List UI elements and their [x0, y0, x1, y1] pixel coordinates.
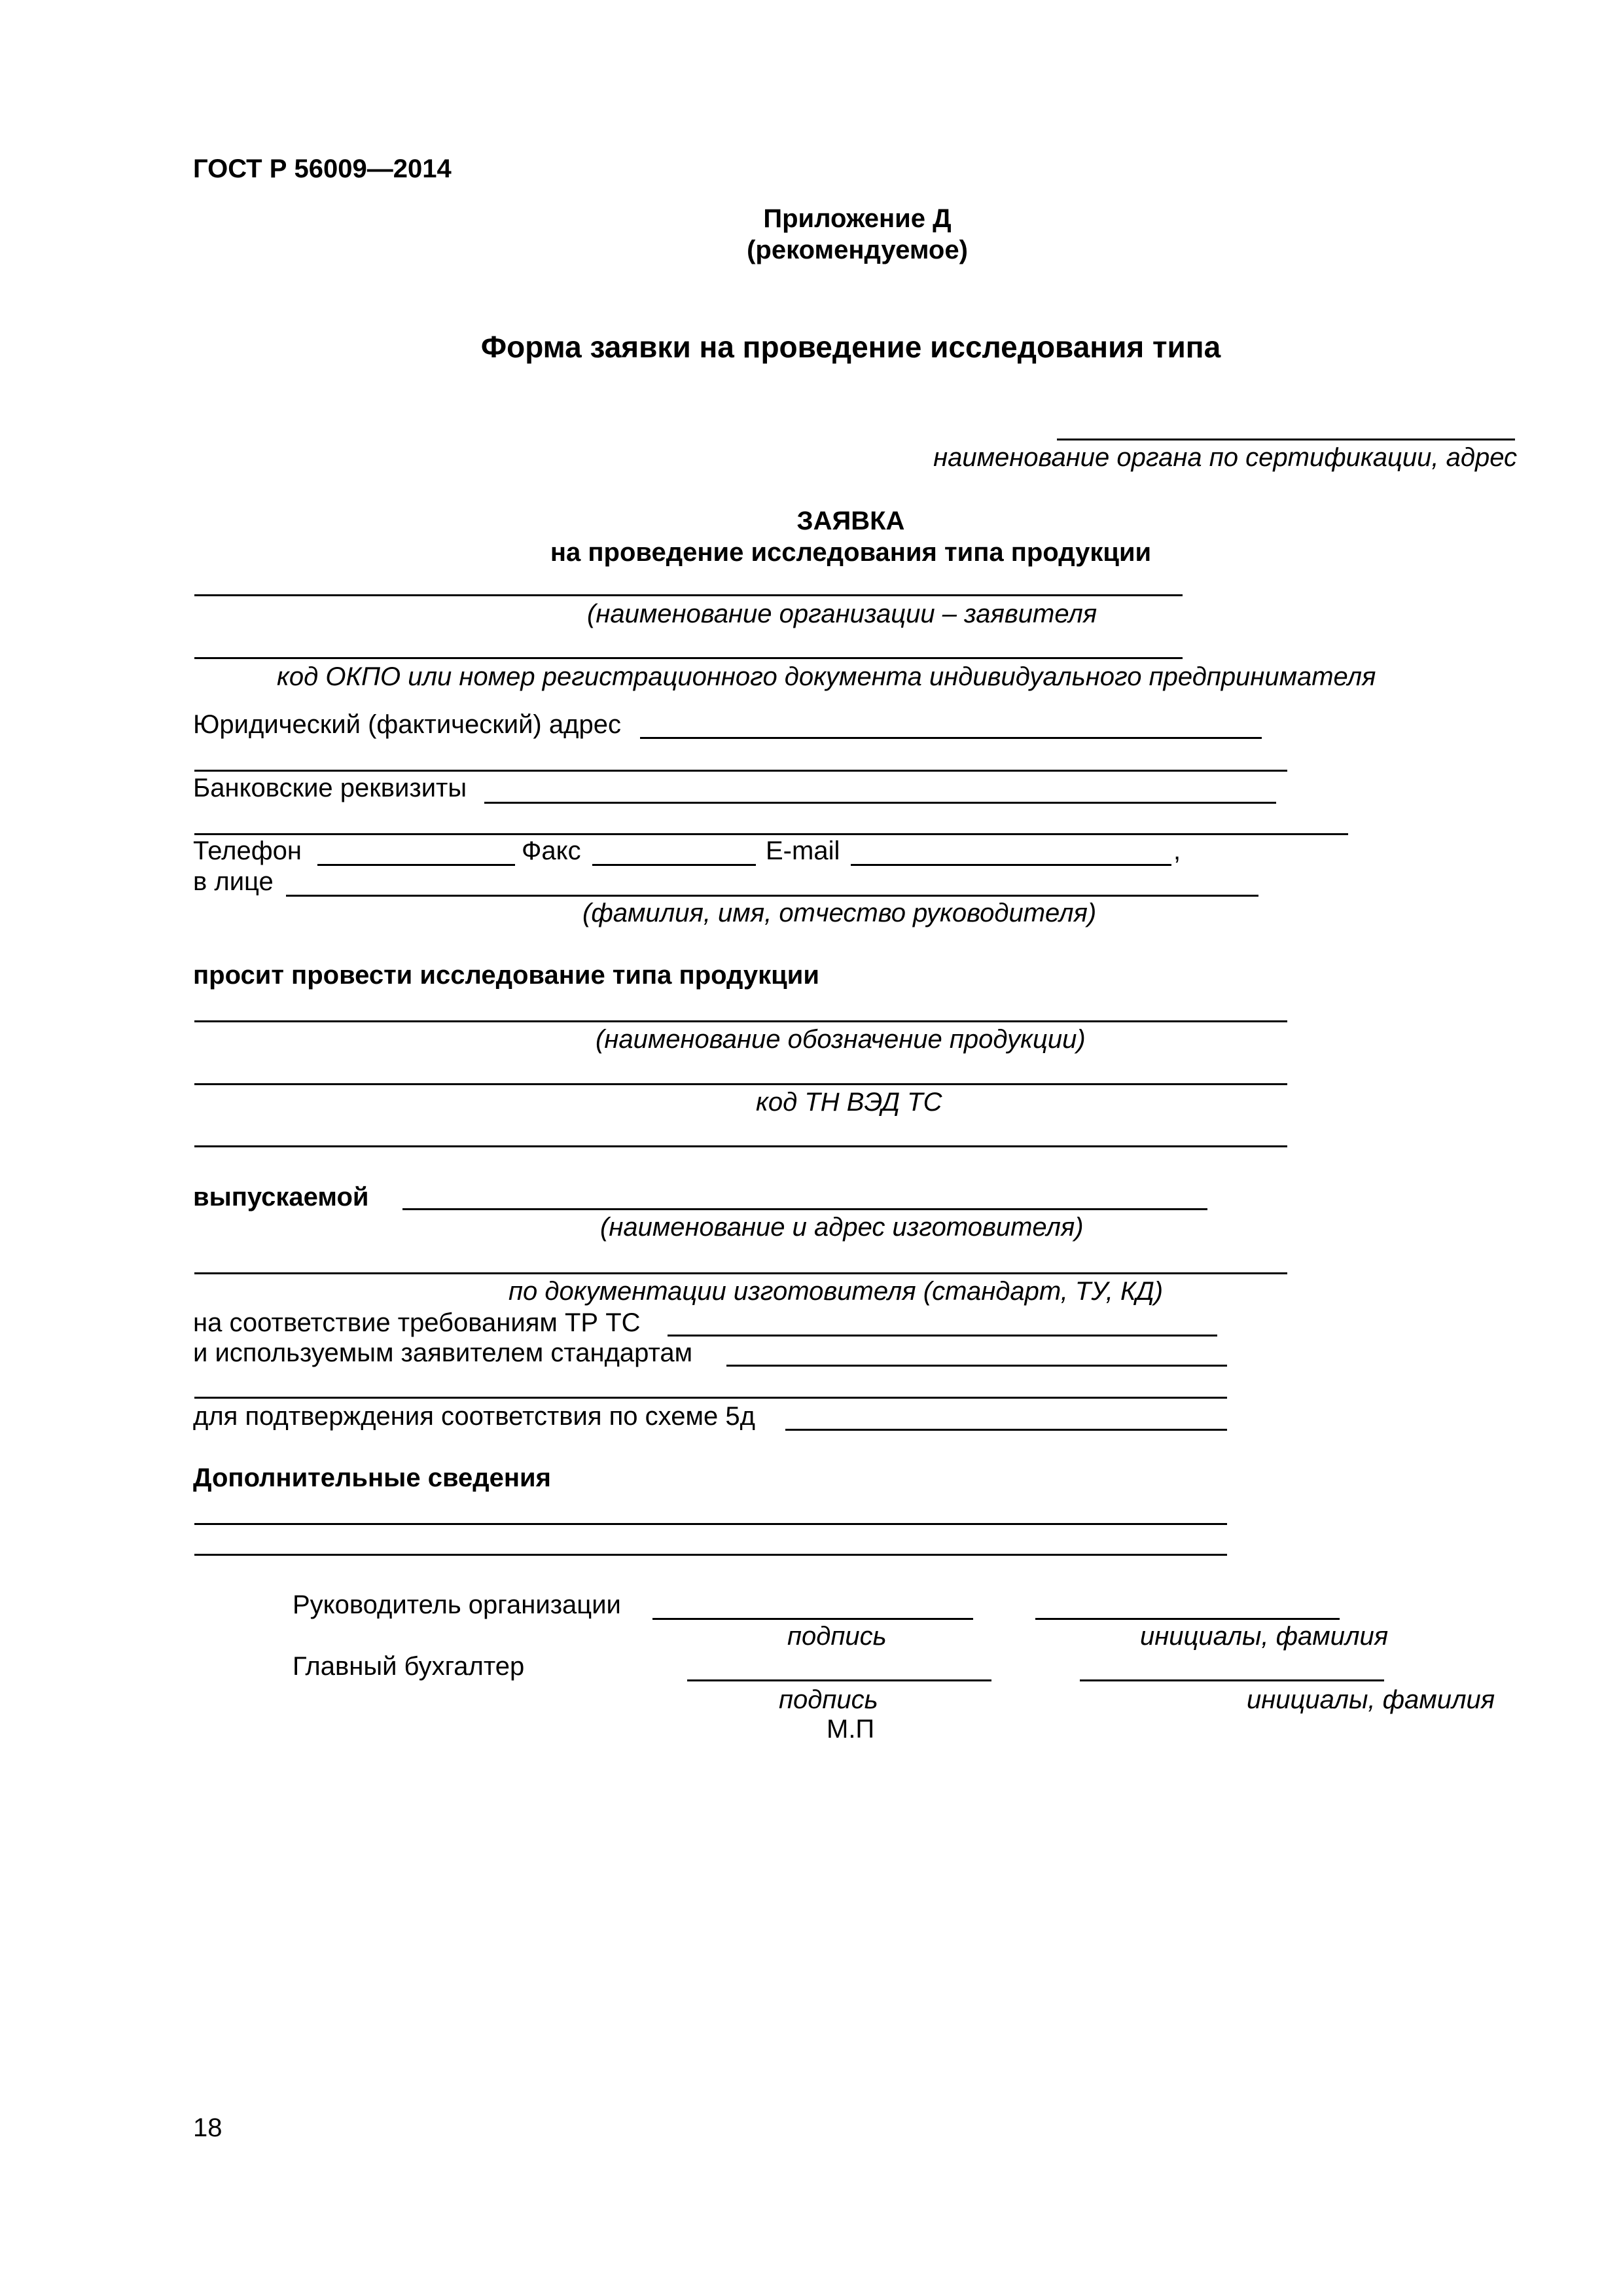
manufacturer-docs-field[interactable] [194, 1272, 1287, 1274]
manufacturer-docs-caption: по документации изготовителя (стандарт, ТУ, КД) [508, 1277, 1164, 1306]
manufactured-label: выпускаемой [193, 1183, 369, 1211]
applicant-organization-caption: (наименование организации – заявителя [587, 600, 1097, 628]
scheme-label: для подтверждения соответствия по схеме 5д [193, 1402, 755, 1431]
bank-details-label: Банковские реквизиты [193, 774, 467, 802]
scheme-field[interactable] [785, 1429, 1227, 1431]
comma: , [1173, 836, 1181, 865]
form-title: Форма заявки на проведение исследования типа [480, 330, 1221, 364]
person-field[interactable] [286, 895, 1258, 897]
tr-label: на соответствие требованиям ТР ТС [193, 1308, 641, 1337]
accountant-signature-caption: подпись [779, 1685, 878, 1714]
tnved-code-field[interactable] [194, 1083, 1287, 1085]
applicant-organization-field[interactable] [194, 594, 1183, 596]
okpo-code-caption: код ОКПО или номер регистрационного документа индивидуального предпринимателя [277, 662, 1376, 691]
accountant-label: Главный бухгалтер [293, 1652, 525, 1681]
accountant-signature-field[interactable] [687, 1679, 991, 1681]
person-caption: (фамилия, имя, отчество руководителя) [582, 899, 1097, 927]
head-label: Руководитель организации [293, 1590, 621, 1619]
person-label: в лице [193, 867, 274, 896]
legal-address-field-2[interactable] [194, 770, 1287, 772]
request-label: просит провести исследование типа продукции [193, 961, 819, 990]
standard-designation: ГОСТ Р 56009—2014 [193, 154, 452, 183]
product-extra-field[interactable] [194, 1145, 1287, 1147]
appendix-note: (рекомендуемое) [747, 236, 968, 264]
fax-label: Факс [522, 836, 581, 865]
legal-address-field[interactable] [640, 737, 1262, 739]
application-title: ЗАЯВКА [796, 507, 905, 535]
standards-label: и используемым заявителем стандартам [193, 1338, 693, 1367]
stamp-mark: М.П [827, 1715, 875, 1744]
certification-body-field[interactable] [1057, 439, 1515, 440]
email-field[interactable] [851, 864, 1171, 866]
additional-info-label: Дополнительные сведения [193, 1463, 551, 1492]
bank-details-field[interactable] [484, 802, 1276, 804]
tr-field[interactable] [668, 1335, 1217, 1336]
product-name-field[interactable] [194, 1020, 1287, 1022]
head-name-caption: инициалы, фамилия [1140, 1622, 1389, 1651]
legal-address-label: Юридический (фактический) адрес [193, 710, 621, 739]
fax-field[interactable] [592, 864, 756, 866]
standards-field-2[interactable] [194, 1397, 1227, 1399]
head-signature-field[interactable] [652, 1618, 973, 1620]
application-subtitle: на проведение исследования типа продукции [550, 538, 1152, 567]
standards-field[interactable] [726, 1365, 1227, 1367]
okpo-code-field[interactable] [194, 657, 1183, 659]
manufacturer-field[interactable] [402, 1208, 1207, 1210]
appendix-title: Приложение Д [763, 204, 952, 233]
accountant-name-caption: инициалы, фамилия [1247, 1685, 1495, 1714]
product-name-caption: (наименование обозначение продукции) [596, 1025, 1086, 1054]
manufacturer-caption: (наименование и адрес изготовителя) [600, 1213, 1084, 1242]
head-signature-caption: подпись [787, 1622, 887, 1651]
email-label: E-mail [766, 836, 840, 865]
tnved-code-caption: код ТН ВЭД ТС [756, 1088, 942, 1117]
certification-body-caption: наименование органа по сертификации, адрес [933, 443, 1517, 472]
accountant-name-field[interactable] [1080, 1679, 1384, 1681]
additional-info-field[interactable] [194, 1523, 1227, 1525]
additional-info-field-2[interactable] [194, 1554, 1227, 1556]
phone-field[interactable] [317, 864, 515, 866]
page-number: 18 [193, 2113, 223, 2142]
head-name-field[interactable] [1035, 1618, 1340, 1620]
phone-label: Телефон [193, 836, 302, 865]
